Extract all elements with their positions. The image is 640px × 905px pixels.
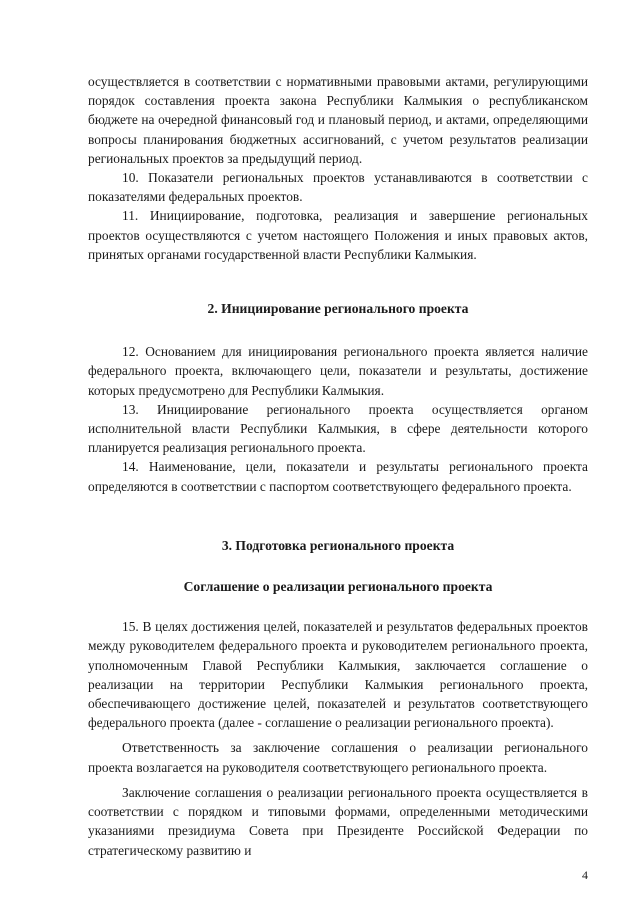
page-number: 4 — [582, 868, 588, 882]
paragraph-10: 10. Показатели региональных проектов устанавливаются в соответствии с показателями федеральных проектов. — [88, 170, 588, 205]
paragraph-responsibility: Ответственность за заключение соглашения о реализации регионального проекта возлагается на руководителя соответствующего регионального проекта. — [88, 740, 588, 775]
subsection-heading: Соглашение о реализации регионального проекта — [183, 579, 493, 595]
section-3-heading: 3. Подготовка регионального проекта — [221, 537, 455, 553]
paragraph-11: 11. Инициирование, подготовка, реализация и завершение региональных проектов осуществляются с учетом настоящего Положения и иных правовых актов, принятых органами государственной власти Республики Калмыкия. — [88, 208, 588, 262]
paragraph-12: 12. Основанием для инициирования регионального проекта является наличие федерального проекта, включающего цели, показатели и результаты, достижение которых предусмотрено для Республики Калмыкия. — [88, 344, 588, 398]
intro-paragraph: осуществляется в соответствии с нормативными правовыми актами, регулирующими порядок составления проекта закона Республики Калмыкия о республиканском бюджете на очередной финансовый год и плановый период, и актами, определяющими вопросы планирования бюджетных ассигнований, с учетом результатов реализации региональных проектов за предыдущий период. — [88, 74, 588, 166]
paragraph-14: 14. Наименование, цели, показатели и результаты регионального проекта определяются в соответствии с паспортом соответствующего федерального проекта. — [88, 459, 588, 494]
paragraph-conclusion: Заключение соглашения о реализации регионального проекта осуществляется в соответствии с порядком и типовыми формами, определенными методическими указаниями президиума Совета при Президенте Российской Федерации по стратегическому развитию и — [88, 784, 588, 858]
paragraph-15: 15. В целях достижения целей, показателей и результатов федеральных проектов между руководителем федерального проекта и руководителем регионального проекта, уполномоченным Главой Республики Калмыкия, заключается соглашение о реализации на территории Республики Калмыкия регионального проекта, обеспечивающего достижение целей, показателей и результатов соответствующего федерального проекта (далее - соглашение о реализации регионального проекта). — [88, 619, 588, 731]
section-2-heading: 2. Инициирование регионального проекта — [207, 301, 469, 317]
document-body — [88, 72, 588, 860]
paragraph-13: 13. Инициирование регионального проекта осуществляется органом исполнительной власти Республики Калмыкия, в сфере деятельности которого планируется реализация регионального проекта. — [88, 401, 588, 456]
